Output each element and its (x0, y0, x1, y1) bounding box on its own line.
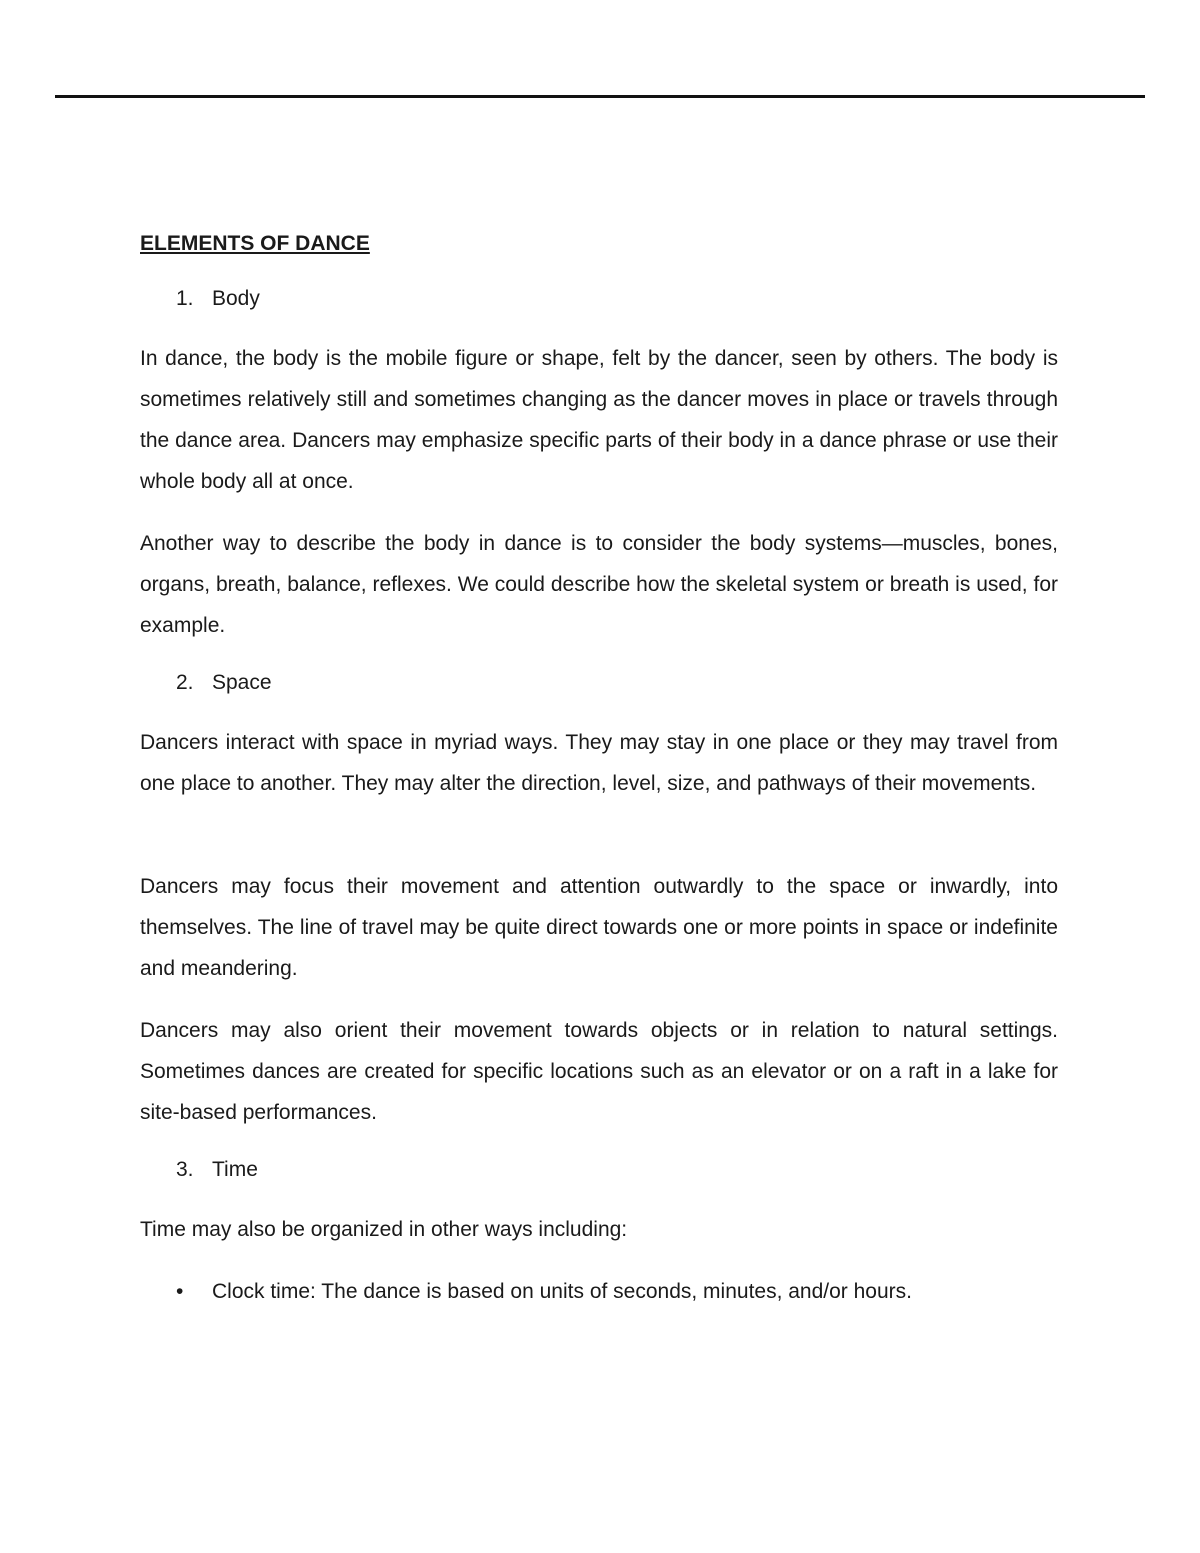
header-rule (55, 95, 1145, 98)
document-body (140, 228, 1058, 1312)
section-title: Time (212, 1158, 258, 1181)
list-item-text: Clock time: The dance is based on units of seconds, minutes, and/or hours. (212, 1280, 912, 1303)
section-title: Body (212, 287, 260, 310)
paragraph: In dance, the body is the mobile figure or shape, felt by the dancer, seen by others. The body is sometimes relatively still and sometimes changing as the dancer moves in place or travels through the dance area. Dancers may emphasize specific parts of their body in a dance phrase or use their whole body all at once. (140, 347, 1058, 493)
paragraph: Time may also be organized in other ways including: (140, 1218, 628, 1241)
section-number: 1. (176, 287, 194, 310)
paragraph: Dancers may also orient their movement towards objects or in relation to natural settings. Sometimes dances are created for specific locations such as an elevator or on a raft in a lake for site-based performances. (140, 1019, 1058, 1124)
paragraph: Dancers interact with space in myriad ways. They may stay in one place or they may travel from one place to another. They may alter the direction, level, size, and pathways of their movements. (140, 731, 1058, 795)
bullet-icon: • (176, 1280, 184, 1303)
section-number: 3. (176, 1158, 194, 1181)
section-title: Space (212, 671, 272, 694)
section-heading-space (140, 667, 1058, 699)
paragraph: Dancers may focus their movement and attention outwardly to the space or inwardly, into themselves. The line of travel may be quite direct towards one or more points in space or indefinite and meandering. (140, 875, 1058, 980)
paragraph: Another way to describe the body in dance is to consider the body systems—muscles, bones, organs, breath, balance, reflexes. We could describe how the skeletal system or breath is used, for example. (140, 532, 1058, 637)
section-number: 2. (176, 671, 194, 694)
section-heading-time (140, 1154, 1058, 1186)
section-heading-body (140, 283, 1058, 315)
document-title: ELEMENTS OF DANCE (140, 232, 370, 255)
list-item (140, 1271, 1058, 1312)
bullet-list (140, 1271, 1058, 1312)
